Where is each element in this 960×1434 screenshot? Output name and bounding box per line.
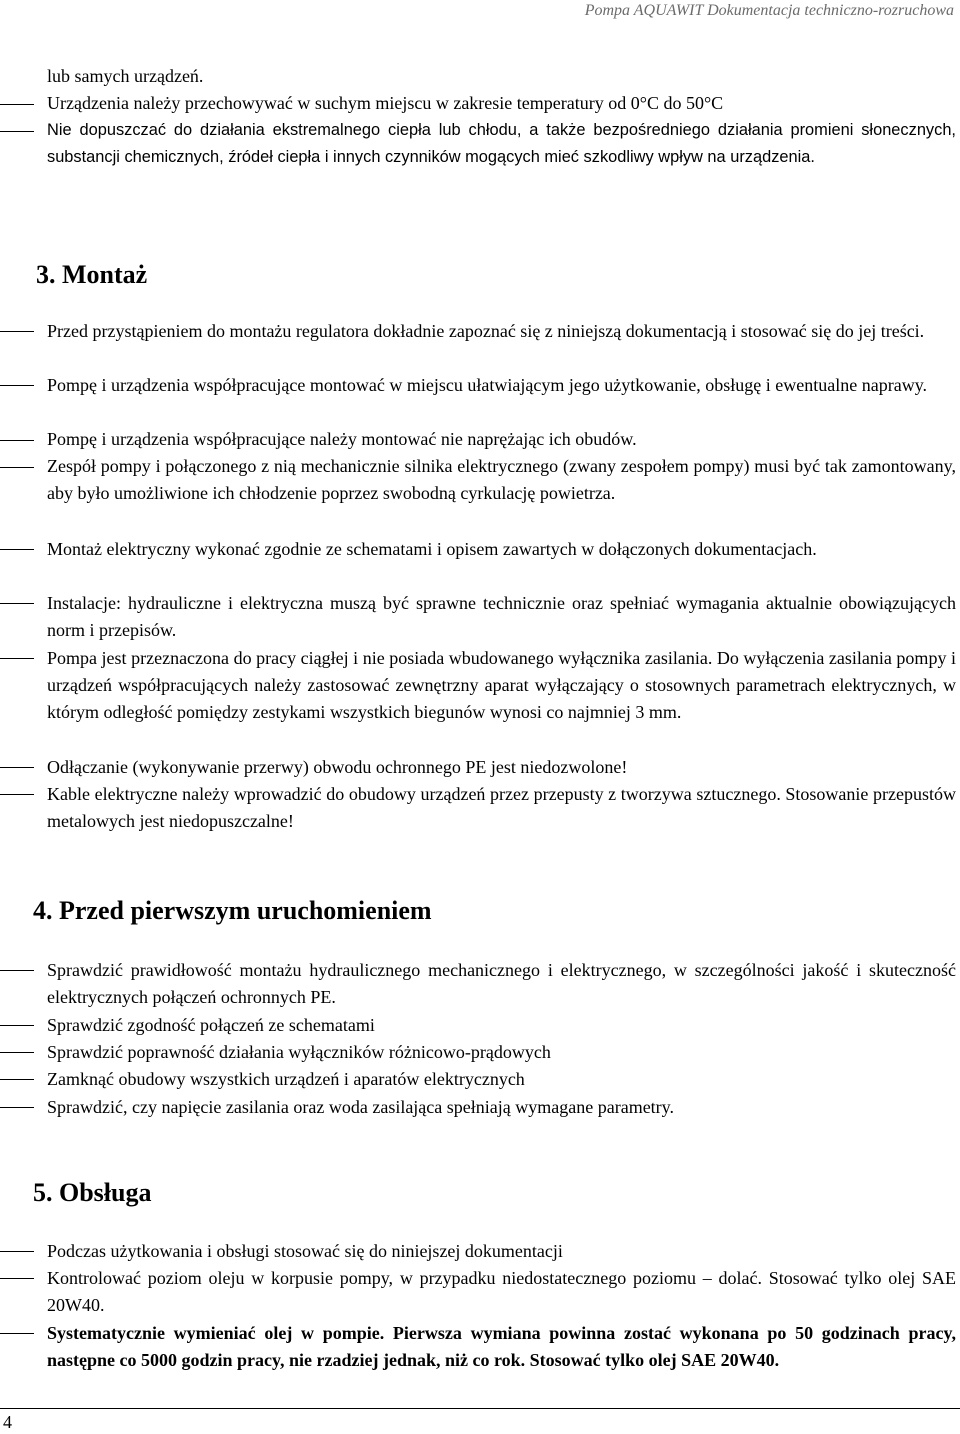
section3-item: Przed przystąpieniem do montażu regulatora dokładnie zapoznać się z niniejszą dokumentacją i stosować się do jej treści.	[47, 321, 925, 341]
list-dash	[0, 603, 34, 604]
list-dash	[0, 658, 34, 659]
section4-item: Sprawdzić prawidłowość montażu hydraulicznego mechanicznego i elektrycznego, w szczególności jakość i skuteczność elektrycznych połączeń ochronnych PE.	[47, 960, 956, 1007]
list-dash	[0, 549, 34, 550]
footer-rule	[0, 1408, 960, 1409]
list-dash	[0, 1025, 34, 1026]
list-dash	[0, 331, 34, 332]
section-title-montaz: 3. Montaż	[36, 260, 148, 289]
section4-item: Sprawdzić poprawność działania wyłączników różnicowo-prądowych	[47, 1042, 551, 1062]
section3-item: Pompa jest przeznaczona do pracy ciągłej i nie posiada wbudowanego wyłącznika zasilania. Do wyłączenia zasilania pompy i urządzeń współpracujących należy zastosować zewnętrzny aparat wyłączający o stosownych parametrach elektrycznych, w którym odległość pomiędzy zestykami wszystkich biegunów wynosi co najmniej 3 mm.	[47, 648, 956, 722]
list-dash	[0, 1079, 34, 1080]
intro-continuation: lub samych urządzeń.	[47, 66, 204, 86]
section3-item: Pompę i urządzenia współpracujące należy montować nie naprężając ich obudów.	[47, 429, 637, 449]
section4-item: Sprawdzić zgodność połączeń ze schematami	[47, 1015, 375, 1035]
intro-item: Urządzenia należy przechowywać w suchym miejscu w zakresie temperatury od 0°C do 50°C	[47, 93, 724, 113]
intro-item: Nie dopuszczać do działania ekstremalnego ciepła lub chłodu, a także bezpośredniego działania promieni słonecznych, substancji chemicznych, źródeł ciepła i innych czynników mogących mieć szkodliwy wpływ na urządzenia.	[47, 121, 956, 166]
list-dash	[0, 1333, 34, 1334]
list-dash	[0, 104, 34, 105]
list-dash	[0, 767, 34, 768]
list-dash	[0, 1251, 34, 1252]
section4-item: Sprawdzić, czy napięcie zasilania oraz woda zasilająca spełniają wymagane parametry.	[47, 1097, 675, 1117]
list-dash	[0, 1107, 34, 1108]
list-dash	[0, 467, 34, 468]
section3-item: Kable elektryczne należy wprowadzić do obudowy urządzeń przez przepusty z tworzywa sztucznego. Stosowanie przepustów metalowych jest niedopuszczalne!	[47, 784, 956, 831]
section3-item: Zespół pompy i połączonego z nią mechanicznie silnika elektrycznego (zwany zespołem pompy) musi być tak zamontowany, aby było umożliwione ich chłodzenie poprzez swobodną cyrkulację powietrza.	[47, 456, 956, 503]
section3-item: Pompę i urządzenia współpracujące montować w miejscu ułatwiającym jego użytkowanie, obsługę i ewentualne naprawy.	[47, 375, 928, 395]
section-title-obsluga: 5. Obsługa	[33, 1178, 152, 1207]
list-dash	[0, 440, 34, 441]
list-dash	[0, 1278, 34, 1279]
list-dash	[0, 131, 34, 132]
section5-item-bold: Systematycznie wymieniać olej w pompie. Pierwsza wymiana powinna zostać wykonana po 50 godzinach pracy, następne co 5000 godzin pracy, nie rzadziej jednak, niż co rok. Stosować tylko olej SAE 20W40.	[47, 1323, 956, 1370]
list-dash	[0, 794, 34, 795]
list-dash	[0, 1052, 34, 1053]
section5-item: Kontrolować poziom oleju w korpusie pompy, w przypadku niedostatecznego poziomu – dolać. Stosować tylko olej SAE 20W40.	[47, 1268, 956, 1315]
section5-item: Podczas użytkowania i obsługi stosować się do niniejszej dokumentacji	[47, 1241, 563, 1261]
section-title-przed-uruchomieniem: 4. Przed pierwszym uruchomieniem	[33, 896, 432, 925]
section3-item: Montaż elektryczny wykonać zgodnie ze schematami i opisem zawartych w dołączonych dokumentacjach.	[47, 539, 817, 559]
running-header: Pompa AQUAWIT Dokumentacja techniczno-rozruchowa	[584, 2, 954, 19]
section3-item: Odłączanie (wykonywanie przerwy) obwodu ochronnego PE jest niedozwolone!	[47, 757, 628, 777]
list-dash	[0, 970, 34, 971]
list-dash	[0, 385, 34, 386]
section3-item: Instalacje: hydrauliczne i elektryczna muszą być sprawne technicznie oraz spełniać wymagania aktualnie obowiązujących norm i przepisów.	[47, 593, 956, 640]
page-number: 4	[3, 1412, 12, 1432]
section4-item: Zamknąć obudowy wszystkich urządzeń i aparatów elektrycznych	[47, 1069, 525, 1089]
